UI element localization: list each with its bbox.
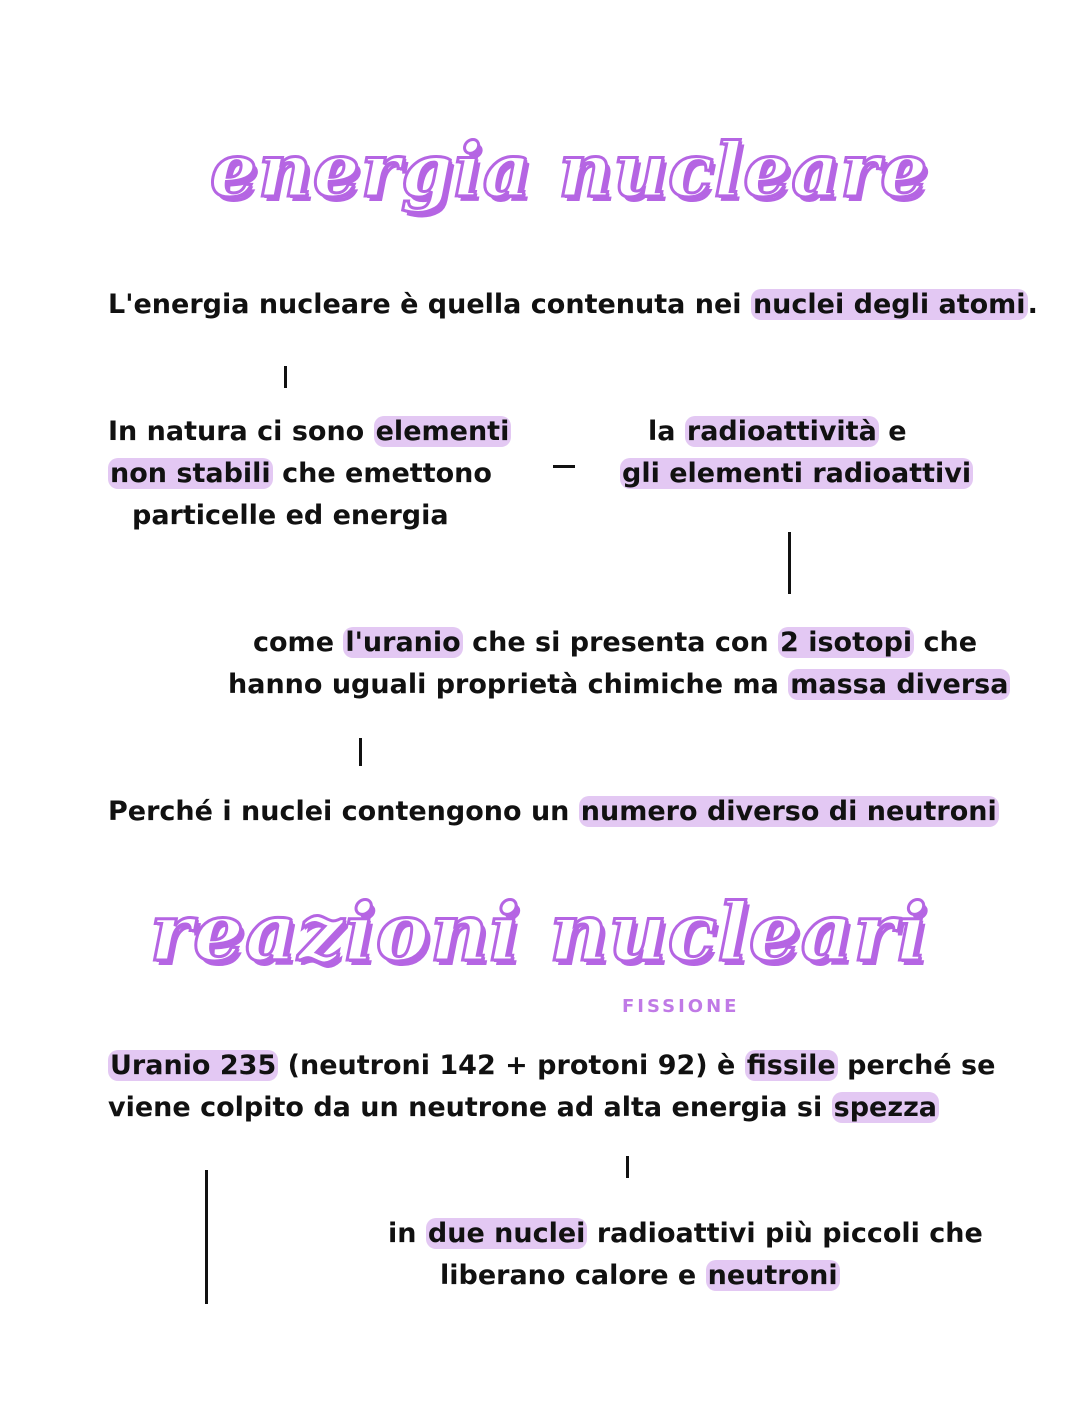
radioactivity-line-1: la radioattività e bbox=[648, 416, 907, 447]
uranium-line-1: come l'uranio che si presenta con 2 isotopi che bbox=[253, 627, 978, 658]
radioactivity-line-2: gli elementi radioattivi bbox=[622, 458, 972, 489]
title-reazioni-nucleari: reazioni nucleari bbox=[150, 885, 929, 979]
connector-dash bbox=[553, 465, 575, 468]
uranium-line-2: hanno uguali proprietà chimiche ma massa diversa bbox=[228, 669, 1009, 700]
elements-line-1: In natura ci sono elementi bbox=[108, 416, 510, 447]
fission-line-2: viene colpito da un neutrone ad alta energia si spezza bbox=[108, 1092, 937, 1123]
fission-result-line-1: in due nuclei radioattivi più piccoli che bbox=[388, 1218, 983, 1249]
connector-line bbox=[359, 738, 362, 766]
connector-line bbox=[284, 366, 287, 388]
sentence-definition: L'energia nucleare è quella contenuta nei nuclei degli atomi. bbox=[108, 289, 1038, 320]
elements-line-3: particelle ed energia bbox=[132, 500, 449, 531]
fission-result-line-2: liberano calore e neutroni bbox=[440, 1260, 838, 1291]
connector-line bbox=[626, 1156, 629, 1178]
connector-line bbox=[788, 532, 791, 594]
fission-line-1: Uranio 235 (neutroni 142 + protoni 92) è fissile perché se bbox=[110, 1050, 996, 1081]
connector-line-long bbox=[205, 1170, 208, 1304]
title-energia-nucleare: energia nucleare bbox=[210, 128, 929, 214]
fissione-label: FISSIONE bbox=[622, 996, 740, 1017]
neutron-explanation: Perché i nuclei contengono un numero diverso di neutroni bbox=[108, 796, 997, 827]
elements-line-2: non stabili che emettono bbox=[110, 458, 492, 489]
